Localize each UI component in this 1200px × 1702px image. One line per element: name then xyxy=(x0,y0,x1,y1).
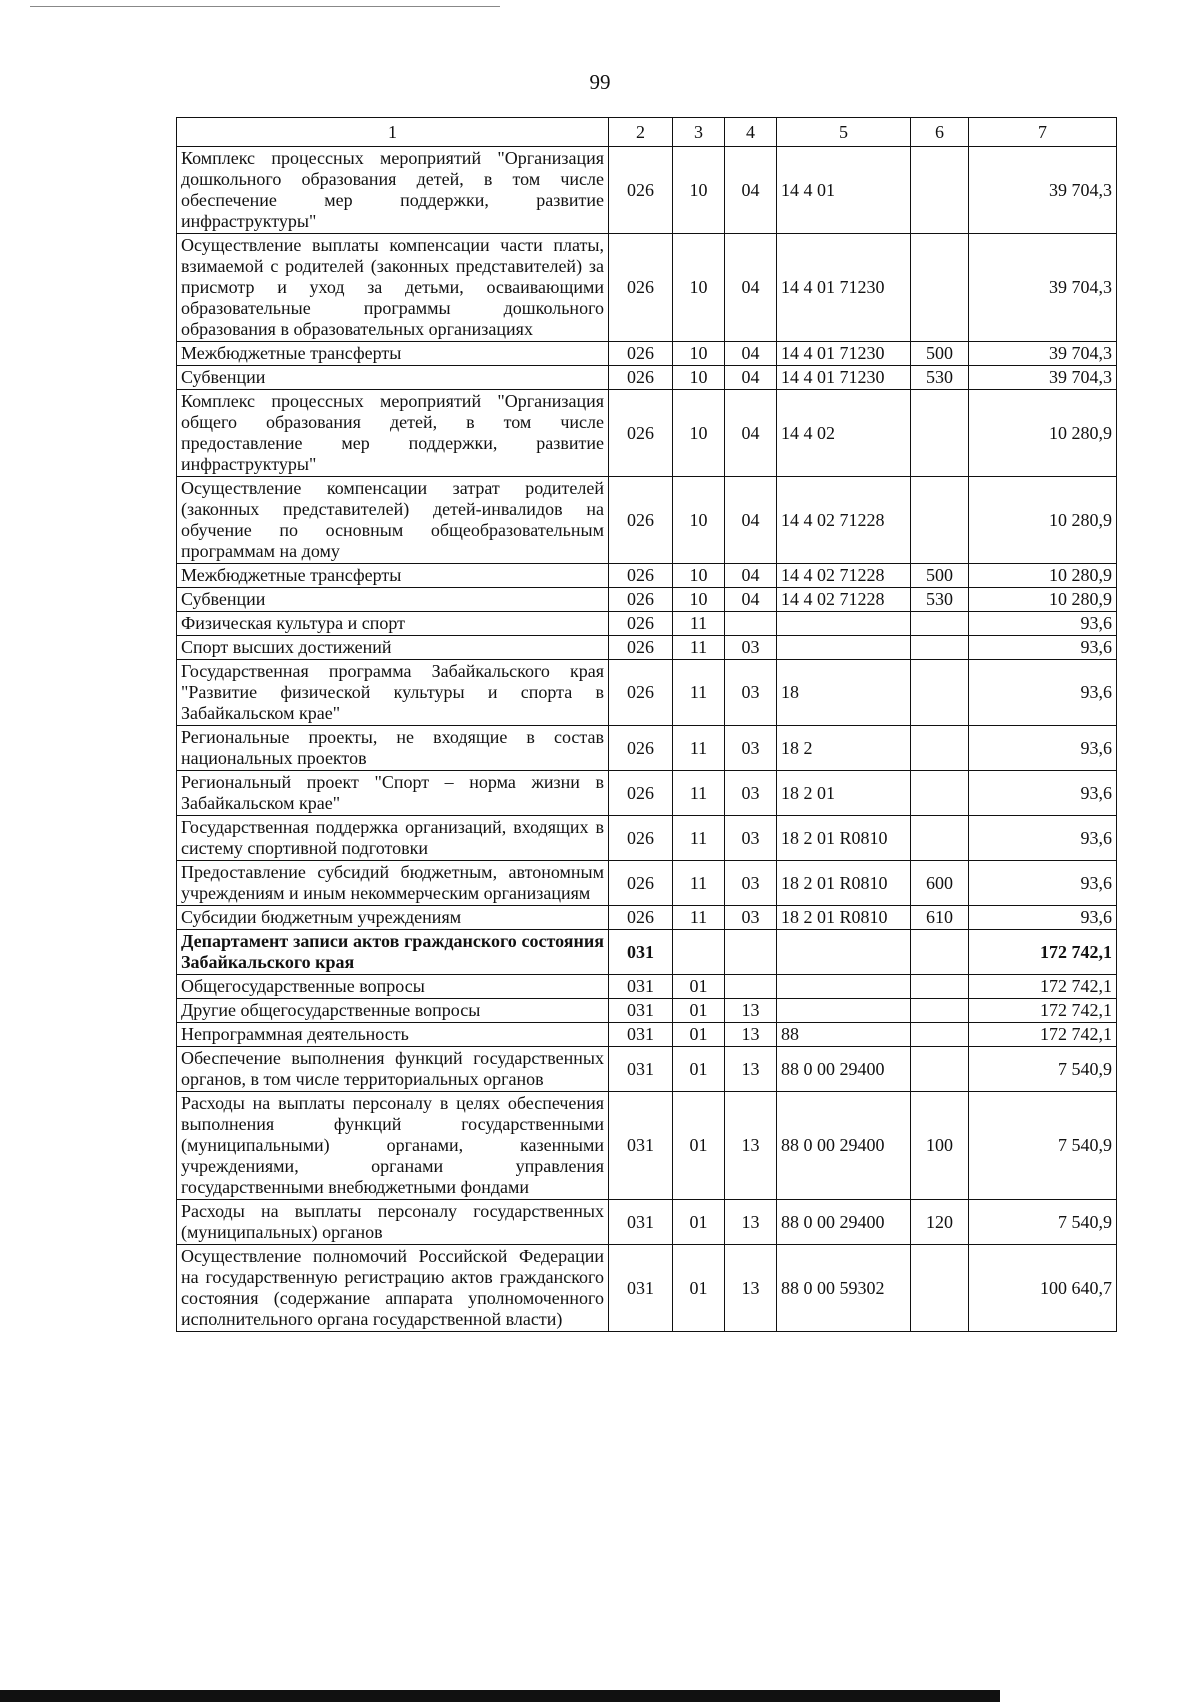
cell-expense-type xyxy=(911,1047,969,1092)
cell-subsection: 04 xyxy=(725,477,777,564)
cell-name: Предоставление субсидий бюджетным, автономным учреждениям и иным некоммерческим организациям xyxy=(177,861,609,906)
table-row xyxy=(177,906,1117,930)
cell-section: 01 xyxy=(673,999,725,1023)
table-row xyxy=(177,477,1117,564)
cell-amount: 93,6 xyxy=(969,816,1117,861)
table-row xyxy=(177,1023,1117,1047)
cell-subsection: 04 xyxy=(725,390,777,477)
cell-expense-type xyxy=(911,975,969,999)
cell-ministry-code: 026 xyxy=(609,477,673,564)
cell-ministry-code: 026 xyxy=(609,390,673,477)
cell-ministry-code: 031 xyxy=(609,1092,673,1200)
column-header: 1 xyxy=(177,118,609,147)
cell-amount: 172 742,1 xyxy=(969,1023,1117,1047)
cell-target-article: 14 4 02 xyxy=(777,390,911,477)
cell-section: 11 xyxy=(673,612,725,636)
cell-subsection: 13 xyxy=(725,999,777,1023)
column-header: 7 xyxy=(969,118,1117,147)
cell-expense-type xyxy=(911,930,969,975)
cell-target-article: 18 2 01 xyxy=(777,771,911,816)
table-row xyxy=(177,816,1117,861)
cell-target-article: 14 4 02 71228 xyxy=(777,564,911,588)
table-row xyxy=(177,636,1117,660)
cell-name: Расходы на выплаты персоналу в целях обеспечения выполнения функций государственными (муниципальными) органами, казенными учреждениями, органами управления государственными внебюджетными фондами xyxy=(177,1092,609,1200)
cell-section: 10 xyxy=(673,234,725,342)
cell-subsection: 03 xyxy=(725,906,777,930)
table-row xyxy=(177,726,1117,771)
table-row xyxy=(177,1245,1117,1332)
table-row xyxy=(177,612,1117,636)
cell-ministry-code: 031 xyxy=(609,999,673,1023)
cell-amount: 93,6 xyxy=(969,612,1117,636)
cell-amount: 172 742,1 xyxy=(969,999,1117,1023)
cell-target-article: 18 xyxy=(777,660,911,726)
column-header: 3 xyxy=(673,118,725,147)
cell-section: 10 xyxy=(673,390,725,477)
cell-ministry-code: 026 xyxy=(609,771,673,816)
cell-section: 10 xyxy=(673,147,725,234)
cell-expense-type xyxy=(911,234,969,342)
cell-name: Непрограммная деятельность xyxy=(177,1023,609,1047)
cell-ministry-code: 026 xyxy=(609,861,673,906)
cell-target-article: 18 2 01 R0810 xyxy=(777,861,911,906)
cell-expense-type xyxy=(911,726,969,771)
cell-ministry-code: 031 xyxy=(609,1023,673,1047)
cell-ministry-code: 031 xyxy=(609,1200,673,1245)
cell-subsection: 13 xyxy=(725,1245,777,1332)
cell-name: Субвенции xyxy=(177,366,609,390)
cell-target-article: 88 0 00 29400 xyxy=(777,1092,911,1200)
cell-name: Субвенции xyxy=(177,588,609,612)
cell-subsection: 04 xyxy=(725,588,777,612)
cell-subsection: 03 xyxy=(725,726,777,771)
cell-name: Субсидии бюджетным учреждениям xyxy=(177,906,609,930)
cell-name: Межбюджетные трансферты xyxy=(177,564,609,588)
cell-target-article: 14 4 01 71230 xyxy=(777,342,911,366)
cell-expense-type: 600 xyxy=(911,861,969,906)
table-row xyxy=(177,1200,1117,1245)
cell-ministry-code: 026 xyxy=(609,147,673,234)
cell-subsection: 13 xyxy=(725,1023,777,1047)
cell-name: Другие общегосударственные вопросы xyxy=(177,999,609,1023)
cell-subsection: 13 xyxy=(725,1047,777,1092)
cell-subsection xyxy=(725,930,777,975)
cell-ministry-code: 031 xyxy=(609,1245,673,1332)
cell-amount: 10 280,9 xyxy=(969,564,1117,588)
cell-target-article xyxy=(777,636,911,660)
cell-section: 10 xyxy=(673,564,725,588)
table-row xyxy=(177,1047,1117,1092)
cell-name: Межбюджетные трансферты xyxy=(177,342,609,366)
cell-name: Комплекс процессных мероприятий "Организация общего образования детей, в том числе предоставление мер поддержки, развитие инфраструктуры" xyxy=(177,390,609,477)
cell-ministry-code: 026 xyxy=(609,564,673,588)
cell-expense-type xyxy=(911,147,969,234)
cell-target-article: 14 4 01 71230 xyxy=(777,234,911,342)
table-row xyxy=(177,390,1117,477)
cell-expense-type: 530 xyxy=(911,366,969,390)
cell-ministry-code: 026 xyxy=(609,234,673,342)
cell-section: 11 xyxy=(673,660,725,726)
cell-subsection: 04 xyxy=(725,147,777,234)
cell-subsection: 04 xyxy=(725,234,777,342)
cell-name: Департамент записи актов гражданского состояния Забайкальского края xyxy=(177,930,609,975)
cell-expense-type xyxy=(911,816,969,861)
cell-ministry-code: 026 xyxy=(609,366,673,390)
column-header: 4 xyxy=(725,118,777,147)
scan-edge-line xyxy=(30,6,500,7)
cell-amount: 10 280,9 xyxy=(969,390,1117,477)
cell-target-article: 14 4 02 71228 xyxy=(777,588,911,612)
cell-amount: 93,6 xyxy=(969,861,1117,906)
cell-amount: 39 704,3 xyxy=(969,366,1117,390)
cell-target-article: 14 4 01 71230 xyxy=(777,366,911,390)
cell-name: Осуществление полномочий Российской Федерации на государственную регистрацию актов гражданского состояния (содержание аппарата уполномоченного исполнительного органа государственной власти) xyxy=(177,1245,609,1332)
table-row xyxy=(177,930,1117,975)
cell-target-article xyxy=(777,930,911,975)
cell-subsection: 03 xyxy=(725,636,777,660)
cell-name: Расходы на выплаты персоналу государственных (муниципальных) органов xyxy=(177,1200,609,1245)
cell-subsection: 03 xyxy=(725,660,777,726)
cell-subsection: 13 xyxy=(725,1200,777,1245)
cell-ministry-code: 031 xyxy=(609,975,673,999)
page-number: 99 xyxy=(589,70,611,94)
cell-name: Физическая культура и спорт xyxy=(177,612,609,636)
cell-amount: 7 540,9 xyxy=(969,1092,1117,1200)
cell-name: Комплекс процессных мероприятий "Организация дошкольного образования детей, в том числе обеспечение мер поддержки, развитие инфраструктуры" xyxy=(177,147,609,234)
cell-target-article xyxy=(777,975,911,999)
cell-subsection: 03 xyxy=(725,861,777,906)
cell-ministry-code: 026 xyxy=(609,906,673,930)
cell-ministry-code: 026 xyxy=(609,636,673,660)
cell-ministry-code: 026 xyxy=(609,588,673,612)
cell-amount: 172 742,1 xyxy=(969,975,1117,999)
cell-target-article: 88 0 00 29400 xyxy=(777,1047,911,1092)
header-row xyxy=(177,118,1117,147)
cell-ministry-code: 026 xyxy=(609,612,673,636)
cell-expense-type: 500 xyxy=(911,564,969,588)
table-row xyxy=(177,342,1117,366)
cell-section: 10 xyxy=(673,366,725,390)
cell-expense-type xyxy=(911,477,969,564)
cell-target-article: 14 4 01 xyxy=(777,147,911,234)
cell-expense-type: 610 xyxy=(911,906,969,930)
cell-subsection: 04 xyxy=(725,342,777,366)
cell-name: Спорт высших достижений xyxy=(177,636,609,660)
table-row xyxy=(177,660,1117,726)
cell-section xyxy=(673,930,725,975)
cell-amount: 10 280,9 xyxy=(969,477,1117,564)
cell-expense-type xyxy=(911,1245,969,1332)
table-row xyxy=(177,1092,1117,1200)
cell-expense-type xyxy=(911,636,969,660)
cell-subsection: 13 xyxy=(725,1092,777,1200)
cell-section: 10 xyxy=(673,477,725,564)
cell-expense-type xyxy=(911,612,969,636)
cell-amount: 39 704,3 xyxy=(969,147,1117,234)
cell-expense-type xyxy=(911,660,969,726)
table-body xyxy=(177,147,1117,1332)
cell-name: Государственная программа Забайкальского края "Развитие физической культуры и спорта в Забайкальском крае" xyxy=(177,660,609,726)
cell-section: 11 xyxy=(673,906,725,930)
cell-expense-type xyxy=(911,999,969,1023)
cell-section: 11 xyxy=(673,636,725,660)
cell-subsection: 04 xyxy=(725,564,777,588)
column-header: 5 xyxy=(777,118,911,147)
cell-section: 01 xyxy=(673,1092,725,1200)
cell-section: 11 xyxy=(673,861,725,906)
cell-section: 01 xyxy=(673,1023,725,1047)
column-header: 2 xyxy=(609,118,673,147)
table-row xyxy=(177,861,1117,906)
cell-subsection: 04 xyxy=(725,366,777,390)
cell-amount: 100 640,7 xyxy=(969,1245,1117,1332)
cell-name: Региональный проект "Спорт – норма жизни в Забайкальском крае" xyxy=(177,771,609,816)
cell-subsection xyxy=(725,612,777,636)
cell-ministry-code: 026 xyxy=(609,342,673,366)
cell-section: 10 xyxy=(673,342,725,366)
cell-name: Осуществление компенсации затрат родителей (законных представителей) детей-инвалидов на обучение по основным общеобразовательным программам на дому xyxy=(177,477,609,564)
cell-section: 01 xyxy=(673,1245,725,1332)
cell-amount: 93,6 xyxy=(969,636,1117,660)
cell-name: Обеспечение выполнения функций государственных органов, в том числе территориальных органов xyxy=(177,1047,609,1092)
cell-target-article: 18 2 xyxy=(777,726,911,771)
cell-amount: 93,6 xyxy=(969,906,1117,930)
cell-target-article: 88 xyxy=(777,1023,911,1047)
cell-target-article: 88 0 00 29400 xyxy=(777,1200,911,1245)
cell-section: 10 xyxy=(673,588,725,612)
cell-ministry-code: 031 xyxy=(609,1047,673,1092)
cell-amount: 93,6 xyxy=(969,771,1117,816)
cell-section: 01 xyxy=(673,1047,725,1092)
cell-subsection: 03 xyxy=(725,816,777,861)
cell-name: Региональные проекты, не входящие в состав национальных проектов xyxy=(177,726,609,771)
cell-subsection: 03 xyxy=(725,771,777,816)
cell-amount: 7 540,9 xyxy=(969,1200,1117,1245)
cell-expense-type: 120 xyxy=(911,1200,969,1245)
cell-ministry-code: 026 xyxy=(609,726,673,771)
budget-table xyxy=(176,117,1117,1332)
cell-ministry-code: 026 xyxy=(609,660,673,726)
table-row xyxy=(177,564,1117,588)
cell-target-article: 18 2 01 R0810 xyxy=(777,906,911,930)
table-row xyxy=(177,975,1117,999)
cell-expense-type: 500 xyxy=(911,342,969,366)
cell-target-article xyxy=(777,999,911,1023)
cell-ministry-code: 026 xyxy=(609,816,673,861)
table-row xyxy=(177,147,1117,234)
cell-amount: 39 704,3 xyxy=(969,234,1117,342)
cell-amount: 7 540,9 xyxy=(969,1047,1117,1092)
table-row xyxy=(177,999,1117,1023)
table-row xyxy=(177,588,1117,612)
cell-subsection xyxy=(725,975,777,999)
cell-amount: 39 704,3 xyxy=(969,342,1117,366)
cell-expense-type: 530 xyxy=(911,588,969,612)
cell-target-article: 14 4 02 71228 xyxy=(777,477,911,564)
cell-amount: 10 280,9 xyxy=(969,588,1117,612)
cell-name: Государственная поддержка организаций, входящих в систему спортивной подготовки xyxy=(177,816,609,861)
scan-edge-bar xyxy=(0,1690,1000,1702)
cell-target-article: 18 2 01 R0810 xyxy=(777,816,911,861)
cell-amount: 93,6 xyxy=(969,726,1117,771)
cell-expense-type xyxy=(911,390,969,477)
cell-name: Осуществление выплаты компенсации части платы, взимаемой с родителей (законных представителей) за присмотр и уход за детьми, осваивающими образовательные программы дошкольного образования в образовательных организациях xyxy=(177,234,609,342)
table-row xyxy=(177,366,1117,390)
cell-amount: 172 742,1 xyxy=(969,930,1117,975)
cell-section: 01 xyxy=(673,1200,725,1245)
cell-section: 01 xyxy=(673,975,725,999)
cell-amount: 93,6 xyxy=(969,660,1117,726)
cell-target-article xyxy=(777,612,911,636)
cell-name: Общегосударственные вопросы xyxy=(177,975,609,999)
cell-expense-type xyxy=(911,771,969,816)
cell-section: 11 xyxy=(673,816,725,861)
cell-ministry-code: 031 xyxy=(609,930,673,975)
column-header: 6 xyxy=(911,118,969,147)
cell-section: 11 xyxy=(673,726,725,771)
cell-section: 11 xyxy=(673,771,725,816)
cell-target-article: 88 0 00 59302 xyxy=(777,1245,911,1332)
table-row xyxy=(177,771,1117,816)
table-row xyxy=(177,234,1117,342)
cell-expense-type xyxy=(911,1023,969,1047)
cell-expense-type: 100 xyxy=(911,1092,969,1200)
